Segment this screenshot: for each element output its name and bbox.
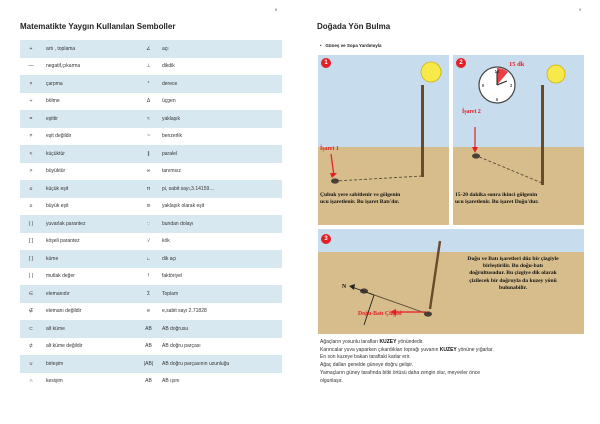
symbol-cell: ∟ xyxy=(139,250,158,268)
name-cell: negatif,çıkarma xyxy=(42,58,139,76)
symbols-table xyxy=(20,40,282,390)
name-cell: faktöriyel xyxy=(158,268,282,286)
clock-number: 9 xyxy=(481,83,485,88)
page-title: Doğada Yön Bulma xyxy=(317,22,391,31)
symbol-cell: = xyxy=(20,110,42,128)
symbol-cell: ∪ xyxy=(20,355,42,373)
north-label: N xyxy=(342,284,347,290)
pointer-arrow xyxy=(331,154,334,176)
step-badge: 1 xyxy=(321,58,331,68)
symbol-cell: ° xyxy=(139,75,158,93)
symbol-cell: ∈ xyxy=(20,285,42,303)
name-cell: dikdik xyxy=(158,58,282,76)
stick xyxy=(430,241,440,309)
name-cell: açı xyxy=(158,40,282,58)
symbol-cell: √ xyxy=(139,233,158,251)
symbol-cell: ⊥ xyxy=(139,58,158,76)
name-cell: AB doğrusu xyxy=(158,320,282,338)
symbol-cell: π xyxy=(139,180,158,198)
clock-number: 3 xyxy=(509,83,513,88)
north-arrow xyxy=(352,287,374,295)
name-cell: benzerlik xyxy=(158,128,282,146)
symbol-cell: ⊂ xyxy=(20,320,42,338)
shadow-line xyxy=(477,156,542,183)
table-row xyxy=(20,128,282,146)
table-row xyxy=(20,215,282,233)
symbol-cell: < xyxy=(20,145,42,163)
table-row xyxy=(20,355,282,373)
table-row xyxy=(20,75,282,93)
name-cell: alt küme değildir xyxy=(42,338,139,356)
symbol-cell: ∥ xyxy=(139,145,158,163)
symbol-cell: AB xyxy=(139,320,158,338)
stick xyxy=(421,85,424,177)
info-paragraph: Ağaçların yosunlu tarafları KUZEY yönündedir. Karıncalar yuva yaparken çıkardıkları toprağı yuvanın KUZEY yönüne yığarlar. En son kuzeye bakan taraftaki karlar erir. Ağaç dalları genelde güneye doğru gelişir. Yamaçların güney tarafında bitki örtüsü daha zengin olur, meyveler önce olgunlaşır. xyxy=(320,339,494,384)
step-caption: Çubuk yere sabitlenir ve gölgenin ucu işaretlenir. Bu işaret Batı'dır. xyxy=(320,192,401,206)
symbol-cell: | | xyxy=(20,268,42,286)
page-number: 9 xyxy=(579,7,582,12)
name-cell: kök xyxy=(158,233,282,251)
name-cell: bundan dolayı xyxy=(158,215,282,233)
name-cell: e,sabit sayı 2.71828 xyxy=(158,303,282,321)
name-cell: pi, sabit sayı,3.14159… xyxy=(158,180,282,198)
name-cell: kesişim xyxy=(42,373,139,391)
symbol-cell: [ ] xyxy=(20,233,42,251)
symbol-cell: ∠ xyxy=(139,40,158,58)
table-row xyxy=(20,58,282,76)
symbol-cell: ≠ xyxy=(20,128,42,146)
symbol-cell: ∞ xyxy=(139,163,158,181)
clock-label: 15 dk xyxy=(509,61,525,68)
step-panel-2 xyxy=(453,55,584,225)
step-badge: 3 xyxy=(321,234,331,244)
table-row xyxy=(20,163,282,181)
symbol-cell: ~ xyxy=(139,128,158,146)
name-cell: üçgen xyxy=(158,93,282,111)
name-cell: elemanı değildir xyxy=(42,303,139,321)
mark-2 xyxy=(472,153,480,158)
mark-label: İşaret 2 xyxy=(462,109,481,115)
name-cell: küçüktür xyxy=(42,145,139,163)
mark-1 xyxy=(331,178,339,183)
name-cell: çarpma xyxy=(42,75,139,93)
name-cell: AB doğru parçası xyxy=(158,338,282,356)
name-cell: elemanıdır xyxy=(42,285,139,303)
symbol-cell: × xyxy=(20,75,42,93)
symbol-cell: ≈ xyxy=(139,110,158,128)
step-badge: 2 xyxy=(456,58,466,68)
name-cell: alt küme xyxy=(42,320,139,338)
table-row xyxy=(20,373,282,391)
name-cell: bölme xyxy=(42,93,139,111)
symbol-cell: ∩ xyxy=(20,373,42,391)
symbol-cell: AB xyxy=(139,338,158,356)
name-cell: köşeli parantez xyxy=(42,233,139,251)
table-row xyxy=(20,268,282,286)
table-row xyxy=(20,198,282,216)
name-cell: küçük eşit xyxy=(42,180,139,198)
table-row xyxy=(20,40,282,58)
symbol-cell: ≤ xyxy=(20,180,42,198)
line-label: Doğu-Batı Çizgisi xyxy=(358,311,402,317)
table-row xyxy=(20,93,282,111)
symbol-cell: ≥ xyxy=(20,198,42,216)
symbol-cell: e xyxy=(139,303,158,321)
table-row xyxy=(20,303,282,321)
name-cell: AB doğru parçasının uzunluğu xyxy=(158,355,282,373)
symbol-cell: ≅ xyxy=(139,198,158,216)
step-panel-3 xyxy=(318,229,584,334)
table-row xyxy=(20,180,282,198)
step-panel-1 xyxy=(318,55,449,225)
name-cell: yuvarlak parantez xyxy=(42,215,139,233)
symbol-cell: ! xyxy=(139,268,158,286)
table-row xyxy=(20,110,282,128)
symbol-cell: ∵ xyxy=(139,215,158,233)
name-cell: Toplam xyxy=(158,285,282,303)
clock-number: 6 xyxy=(495,97,499,102)
name-cell: paralel xyxy=(158,145,282,163)
name-cell: mutlak değer xyxy=(42,268,139,286)
table-row xyxy=(20,320,282,338)
name-cell: artı , toplama xyxy=(42,40,139,58)
shadow-line xyxy=(336,176,422,181)
name-cell: eşittir xyxy=(42,110,139,128)
symbol-cell: > xyxy=(20,163,42,181)
name-cell: yaklaşık xyxy=(158,110,282,128)
page-title: Matematikte Yaygın Kullanılan Semboller xyxy=(20,22,176,31)
symbol-cell: { } xyxy=(20,250,42,268)
symbol-cell: ∉ xyxy=(20,303,42,321)
name-cell: eşit değildir xyxy=(42,128,139,146)
symbol-cell: + xyxy=(20,40,42,58)
name-cell: derece xyxy=(158,75,282,93)
clock-number: 12 xyxy=(494,69,500,74)
table-row xyxy=(20,285,282,303)
name-cell: AB ışını xyxy=(158,373,282,391)
symbol-cell: Σ xyxy=(139,285,158,303)
symbol-cell: — xyxy=(20,58,42,76)
name-cell: küme xyxy=(42,250,139,268)
step-text: Doğu ve Batı işaretleri düz bir çizgiyle birleştirilir. Bu doğu-batı doğrultusudur. Bu çizgiye dik olarak çizilecek bir doğruyla da kuzey yönü bulunabilir. xyxy=(467,256,559,291)
name-cell: tanımsız xyxy=(158,163,282,181)
table-row xyxy=(20,250,282,268)
symbol-cell: AB xyxy=(139,373,158,391)
table-row xyxy=(20,338,282,356)
table-row xyxy=(20,233,282,251)
name-cell: büyüktür xyxy=(42,163,139,181)
bullet-heading: • Güneş ve Sopa Yardımıyla xyxy=(320,43,382,48)
name-cell: dik açı xyxy=(158,250,282,268)
step-caption: 15-20 dakika sonra ikinci gölgenin ucu işaretlenir. Bu işaret Doğu'dur. xyxy=(455,192,539,206)
table-row xyxy=(20,145,282,163)
sun-icon xyxy=(421,62,441,82)
symbol-cell: ÷ xyxy=(20,93,42,111)
name-cell: yaklaşık olarak eşit xyxy=(158,198,282,216)
stick xyxy=(541,85,544,185)
page-number: 8 xyxy=(275,7,278,12)
symbol-cell: |AB| xyxy=(139,355,158,373)
symbol-cell: Δ xyxy=(139,93,158,111)
name-cell: birleşim xyxy=(42,355,139,373)
sun-icon xyxy=(547,65,565,83)
mark-label: İşaret 1 xyxy=(320,146,339,152)
symbol-cell: ( ) xyxy=(20,215,42,233)
name-cell: büyük eşit xyxy=(42,198,139,216)
symbol-cell: ⊄ xyxy=(20,338,42,356)
